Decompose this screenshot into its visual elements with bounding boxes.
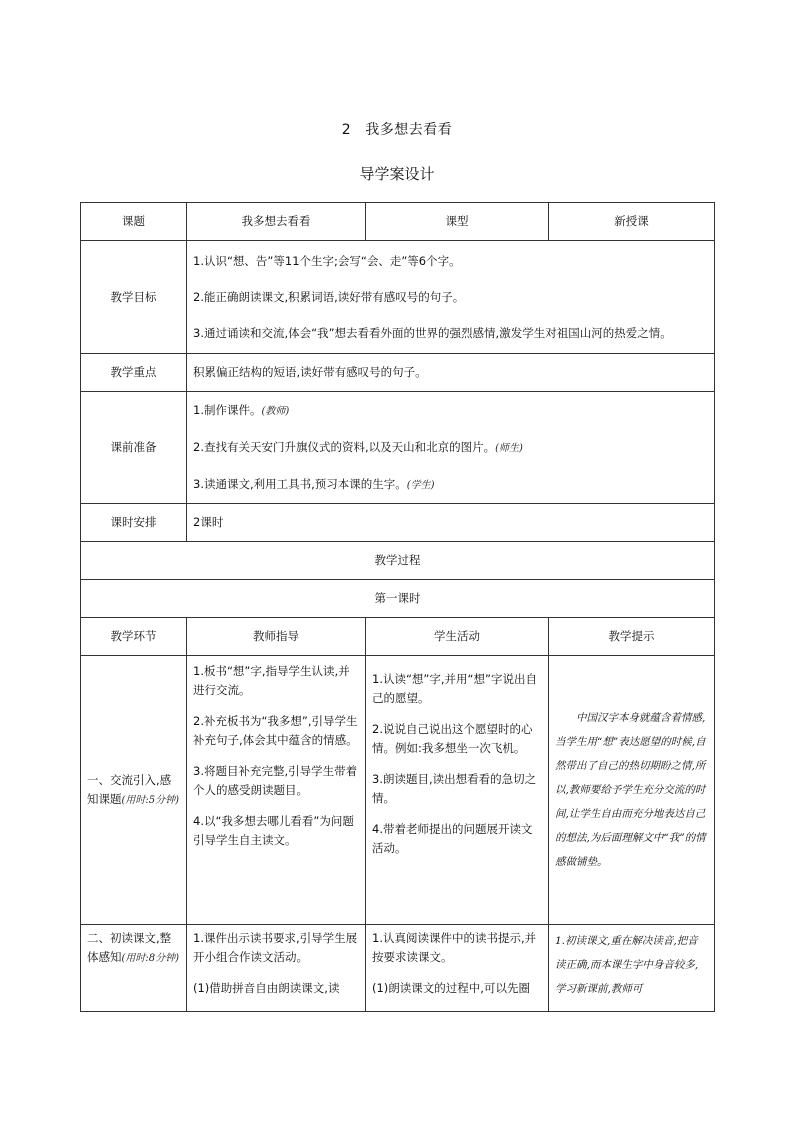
teacher-item: 1.课件出示读书要求,引导学生展开小组合作读文活动。 — [193, 931, 358, 964]
col-header-student: 学生活动 — [366, 618, 549, 656]
hint-cell: 1.初读课文,重在解决读音,把音读正确,而本课生字中身音较多,学习新课前,教师可 — [549, 925, 715, 1012]
goals-label: 教学目标 — [81, 241, 187, 354]
col-header-hint: 教学提示 — [549, 618, 715, 656]
col-header-stage: 教学环节 — [81, 618, 187, 656]
stage-cell — [81, 656, 187, 925]
type-label: 课型 — [366, 203, 549, 241]
type-value: 新授课 — [549, 203, 715, 241]
hours-label: 课时安排 — [81, 504, 187, 542]
prep-item-text: 1.制作课件。 — [193, 402, 262, 417]
student-item: 1.认真阅读课件中的读书提示,并按要求读课文。 — [372, 931, 537, 964]
student-item: 4.带着老师提出的问题展开读文活动。 — [372, 822, 533, 855]
stage-title: 一、交流引入,感知课题 — [87, 772, 172, 806]
teacher-item: 1.板书“想”字,指导学生认读,并进行交流。 — [193, 664, 350, 697]
lesson-plan-table — [80, 202, 715, 1012]
goal-item: 3.通过诵读和交流,体会“我”想去看看外面的世界的强烈感情,激发学生对祖国山河的热爱之情。 — [193, 325, 672, 340]
teacher-item: 2.补充板书为“我多想”,引导学生补充句子,体会其中蕴含的情感。 — [193, 714, 358, 747]
stage-cell — [81, 925, 187, 1012]
col-header-teacher: 教师指导 — [187, 618, 366, 656]
student-cell — [366, 656, 549, 925]
lesson-title — [0, 119, 794, 139]
hours-value: 2课时 — [187, 504, 715, 542]
prep-item — [193, 402, 708, 420]
student-cell — [366, 925, 549, 1012]
student-item: (1)朗读课文的过程中,可以先圈 — [372, 981, 530, 995]
focus-value: 积累偏正结构的短语,读好带有感叹号的句子。 — [187, 354, 715, 392]
goals-cell — [187, 241, 715, 354]
prep-cell — [187, 392, 715, 504]
stage-time: (用时:5分钟) — [121, 794, 180, 806]
teacher-cell — [187, 656, 366, 925]
document-subtitle: 导学案设计 — [359, 165, 435, 183]
prep-item — [193, 439, 708, 457]
prep-item-note: (教师) — [261, 405, 290, 417]
stage-time: (用时:8分钟) — [121, 953, 180, 964]
lesson-number: 2 — [341, 122, 352, 138]
stage-title: 二、初读课文,整体感知 — [87, 931, 172, 964]
period-heading: 第一课时 — [81, 580, 715, 618]
topic-value: 我多想去看看 — [187, 203, 366, 241]
student-item: 1.认读“想”字,并用“想”字说出自己的愿望。 — [372, 672, 537, 705]
prep-item — [193, 476, 708, 494]
goal-item: 1.认识“想、告”等11个生字;会写“会、走”等6个字。 — [193, 253, 461, 268]
lesson-title-text: 我多想去看看 — [365, 122, 453, 138]
prep-item-text: 3.读通课文,利用工具书,预习本课的生字。 — [193, 476, 407, 491]
process-heading: 教学过程 — [81, 542, 715, 580]
prep-item-note: (学生) — [406, 479, 435, 491]
student-item: 2.说说自己说出这个愿望时的心情。例如:我多想坐一次飞机。 — [372, 722, 533, 755]
prep-item-text: 2.查找有关天安门升旗仪式的资料,以及天山和北京的图片。 — [193, 439, 496, 454]
teacher-item: 4.以“我多想去哪儿看看”为问题引导学生自主读文。 — [193, 814, 354, 847]
teacher-item: (1)借助拼音自由朗读课文,读 — [193, 981, 340, 995]
hint-cell: 中国汉字本身就蕴含着情感,当学生用“想”表达愿望的时候,自然带出了自己的热切期盼之情,所以,教师要给予学生充分交流的时间,让学生自由而充分地表达自己的想法,为后面理解文中“我”的情感做铺垫。 — [549, 656, 715, 925]
goal-item: 2.能正确朗读课文,积累词语,读好带有感叹号的句子。 — [193, 289, 465, 304]
teacher-item: 3.将题目补充完整,引导学生带着个人的感受朗读题目。 — [193, 764, 358, 797]
prep-item-note: (师生) — [495, 442, 523, 454]
topic-label: 课题 — [81, 203, 187, 241]
focus-label: 教学重点 — [81, 354, 187, 392]
prep-label: 课前准备 — [81, 392, 187, 504]
teacher-cell — [187, 925, 366, 1012]
student-item: 3.朗读题目,读出想看看的急切之情。 — [372, 772, 537, 805]
